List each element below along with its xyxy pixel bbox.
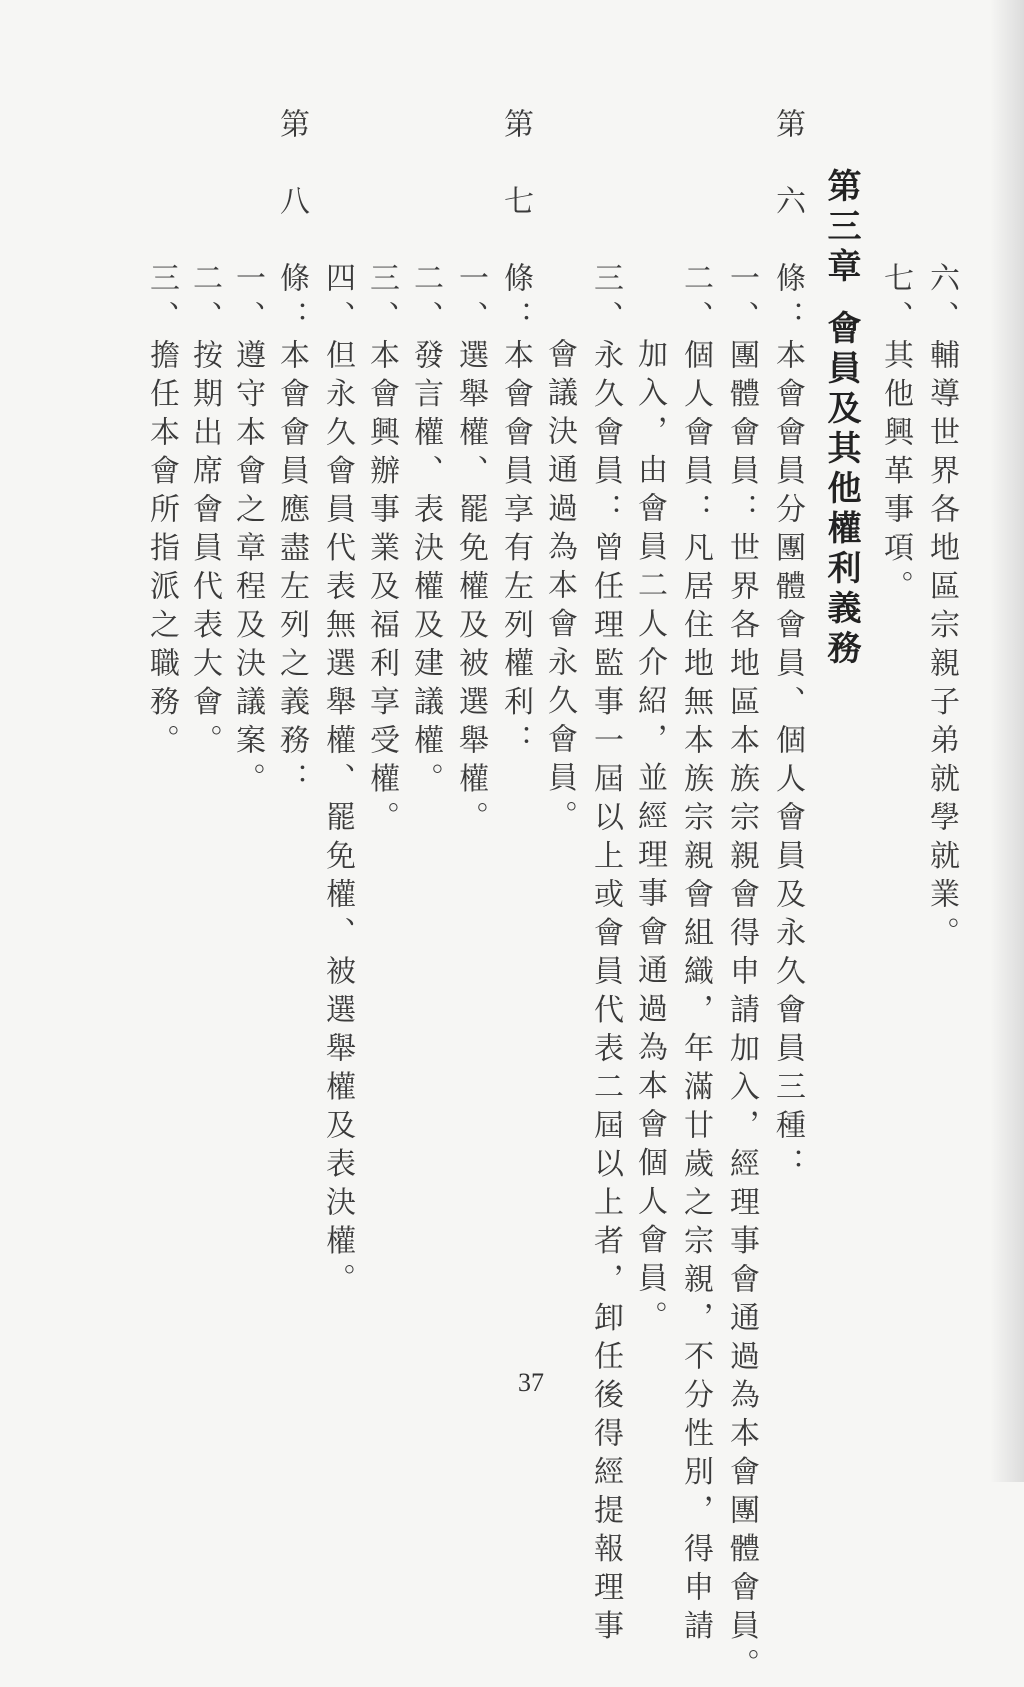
article6-item3: 三、永久會員：曾任理監事一屆以上或會員代表二屆以上者，卸任後得經提報理事 (588, 262, 623, 1648)
article5-item7: 七、其他興革事項。 (878, 262, 913, 609)
article8-item2: 二、按期出席會員代表大會。 (187, 262, 222, 763)
article7-item4: 四、但永久會員代表無選舉權、罷免權、被選舉權及表決權。 (320, 262, 355, 1302)
article7-item2: 二、發言權、表決權及建議權。 (408, 262, 443, 801)
article8-item1: 一、遵守本會之章程及決議案。 (230, 262, 265, 801)
article7-item1: 一、選舉權、罷免權及被選舉權。 (453, 262, 488, 840)
article6-item2-cont: 加入，由會員二人介紹，並經理事會通過為本會個人會員。 (632, 338, 667, 1339)
article6-item3-cont: 會議決通過為本會永久會員。 (542, 338, 577, 839)
chapter-title: 會員及其他權利義務 (821, 310, 861, 670)
article6-item1: 一、團體會員：世界各地區本族宗親會得申請加入，經理事會通過為本會團體會員。 (724, 262, 759, 1687)
page-edge-shadow (990, 0, 1024, 1482)
article7-item3: 三、本會興辦事業及福利享受權。 (364, 262, 399, 840)
article5-item6: 六、輔導世界各地區宗親子弟就學就業。 (924, 262, 959, 955)
article8-heading: 第 八 條：本會會員應盡左列之義務： (274, 108, 309, 801)
article6-heading: 第 六 條：本會會員分團體會員、個人會員及永久會員三種： (770, 108, 805, 1186)
article6-item2: 二、個人會員：凡居住地無本族宗親會組織，年滿廿歲之宗親，不分性別，得申請 (678, 262, 713, 1648)
page-number: 37 (518, 1368, 544, 1397)
chapter-heading (821, 168, 861, 670)
article8-item3: 三、擔任本會所指派之職務。 (144, 262, 179, 763)
chapter-label: 第三章 (821, 168, 861, 288)
article7-heading: 第 七 條：本會會員享有左列權利： (498, 108, 533, 763)
